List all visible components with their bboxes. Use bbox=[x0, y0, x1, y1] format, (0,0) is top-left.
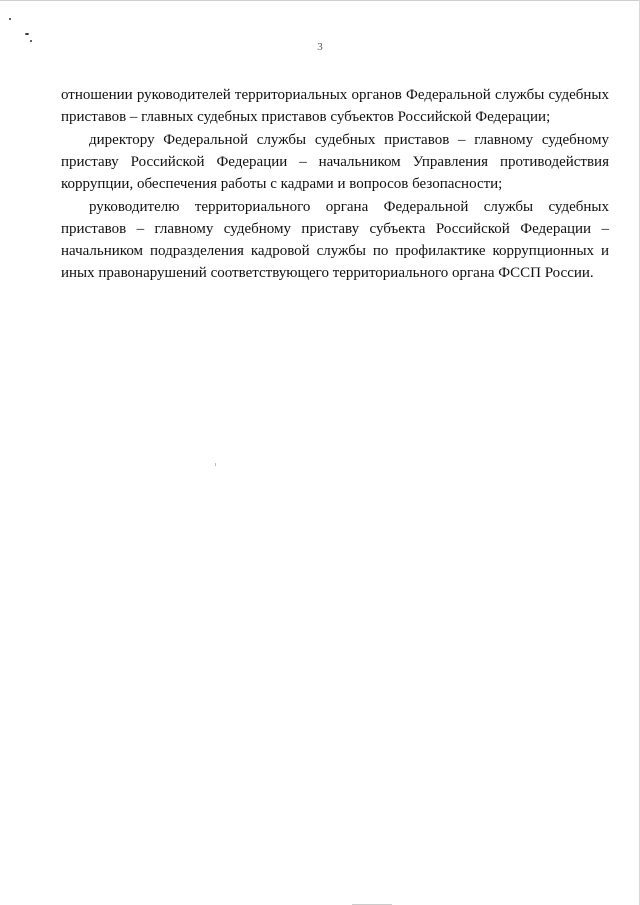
page-number: 3 bbox=[317, 41, 323, 53]
scan-edge-top bbox=[0, 0, 640, 1]
document-body bbox=[61, 84, 609, 285]
paragraph-territorial-head: руководителю территориального органа Федеральной службы судебных приставов – главному судебному приставу субъекта Российской Федерации – начальником подразделения кадровой службы по профилактике коррупционных и иных правонарушений соответствующего территориального органа ФССП России. bbox=[61, 199, 609, 281]
scan-speck bbox=[9, 18, 11, 20]
paragraph-continuation: отношении руководителей территориальных органов Федеральной службы судебных приставов – главных судебных приставов субъектов Российской Федерации; bbox=[61, 87, 609, 125]
scan-artifact bbox=[215, 463, 216, 466]
scan-speck bbox=[25, 33, 29, 35]
paragraph-director: директору Федеральной службы судебных приставов – главному судебному приставу Российской Федерации – начальником Управления противодействия коррупции, обеспечения работы с кадрами и вопросов безопасности; bbox=[61, 132, 609, 192]
